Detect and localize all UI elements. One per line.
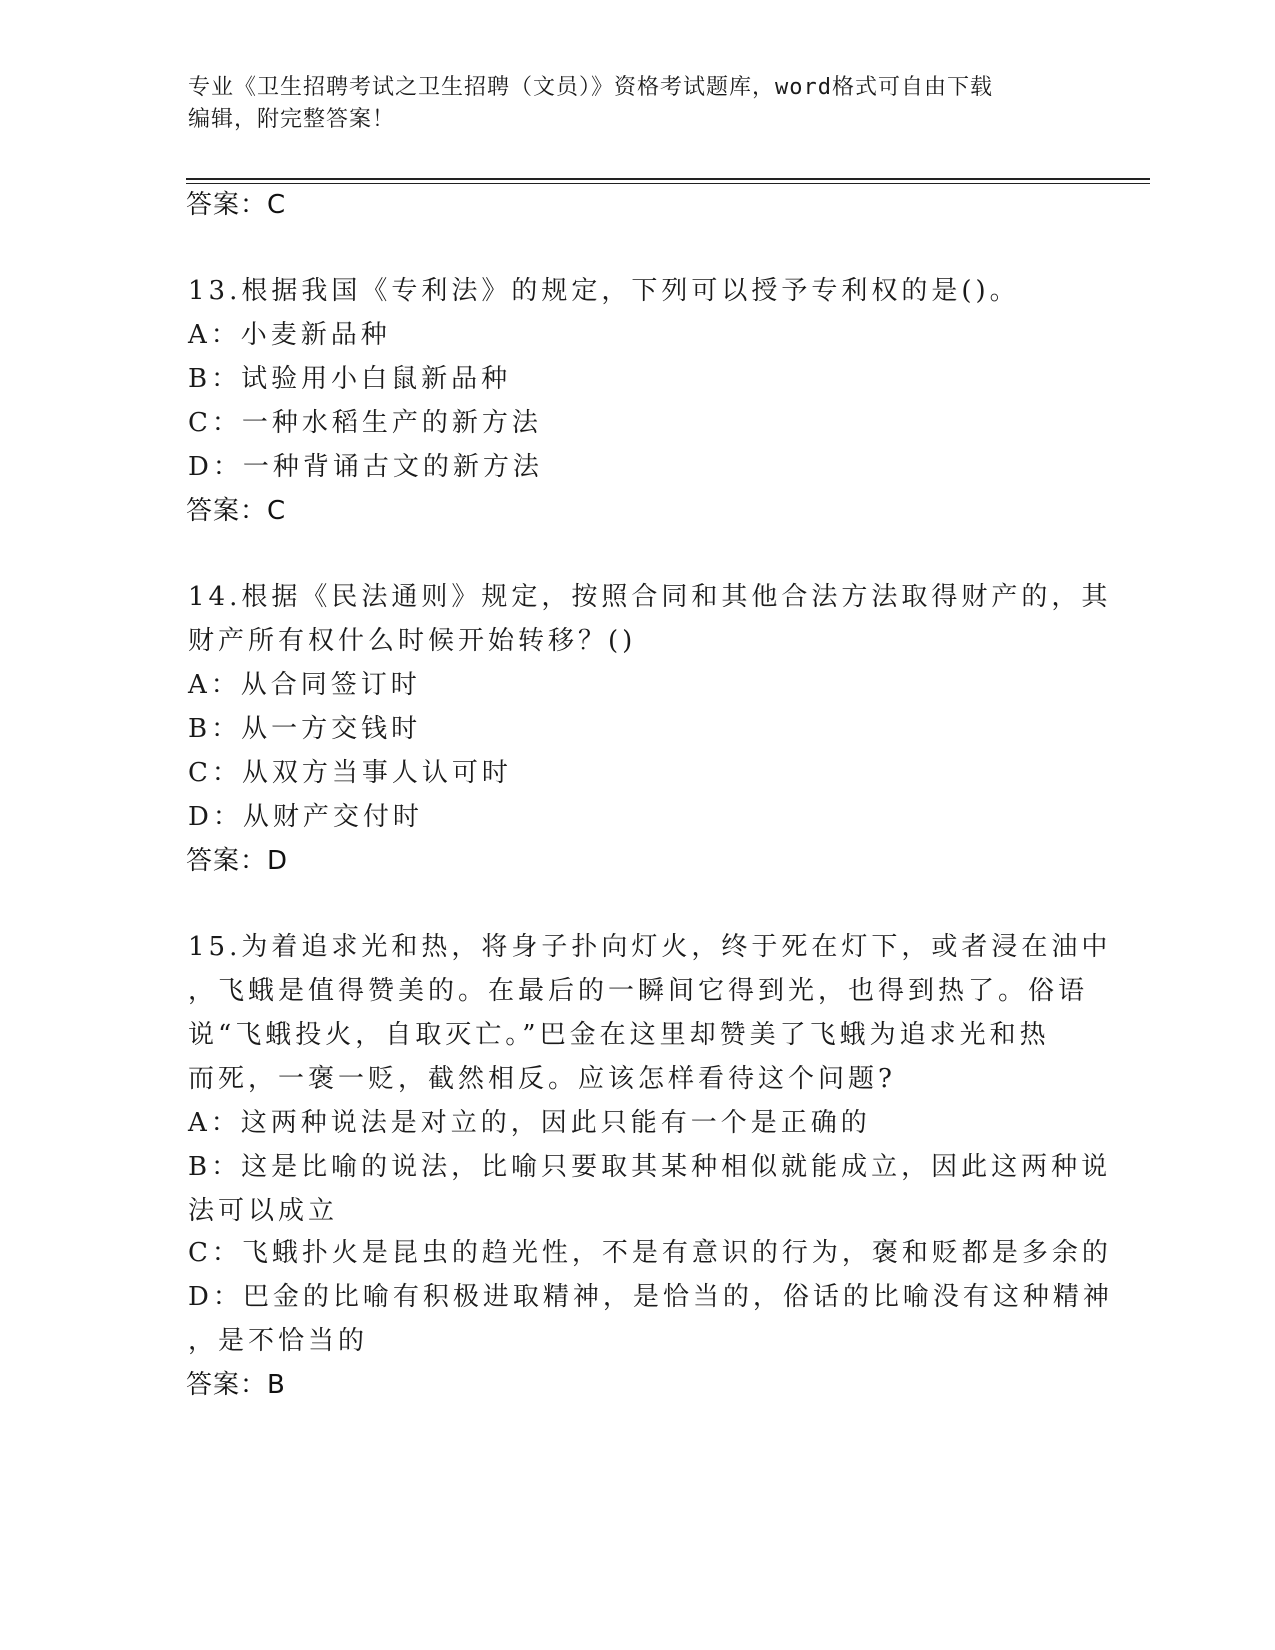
q13-option-a: A：小麦新品种 [188, 320, 391, 350]
q14-option-d: D：从财产交付时 [188, 802, 423, 832]
q14-option-b: B：从一方交钱时 [188, 714, 422, 744]
q13-option-d: D：一种背诵古文的新方法 [188, 452, 543, 482]
document-header [188, 72, 1068, 136]
q15-question-line-3: 说“飞蛾投火，自取灭亡。”巴金在这里却赞美了飞蛾为追求光和热 [188, 1020, 1050, 1050]
header-line-2: 编辑，附完整答案！ [188, 107, 396, 132]
q14-question-line-2: 财产所有权什么时候开始转移？() [188, 626, 637, 656]
q14-option-a: A：从合同签订时 [188, 670, 421, 700]
q15-option-b-line-1: B：这是比喻的说法，比喻只要取其某种相似就能成立，因此这两种说 [188, 1152, 1112, 1182]
q15-option-a: A：这两种说法是对立的，因此只能有一个是正确的 [188, 1108, 871, 1138]
q15-question-line-4: 而死，一褒一贬，截然相反。应该怎样看待这个问题? [188, 1064, 896, 1094]
answer-previous: 答案：C [186, 190, 287, 220]
q14-option-c: C：从双方当事人认可时 [188, 758, 512, 788]
q15-option-d-line-1: D：巴金的比喻有积极进取精神，是恰当的，俗话的比喻没有这种精神 [188, 1282, 1113, 1312]
q15-answer: 答案：B [186, 1370, 286, 1400]
header-line-1: 专业《卫生招聘考试之卫生招聘（文员）》资格考试题库，word格式可自由下载 [188, 75, 993, 100]
q15-option-c: C：飞蛾扑火是昆虫的趋光性，不是有意识的行为，褒和贬都是多余的 [188, 1238, 1112, 1268]
header-rule-thin [186, 183, 1150, 184]
q15-option-d-line-2: ，是不恰当的 [188, 1326, 369, 1356]
q15-option-b-line-2: 法可以成立 [188, 1196, 339, 1226]
header-rule-thick [186, 178, 1150, 180]
q14-question-line-1: 14.根据《民法通则》规定，按照合同和其他合法方法取得财产的，其 [188, 582, 1112, 612]
q13-option-b: B：试验用小白鼠新品种 [188, 364, 512, 394]
q15-question-line-2: ，飞蛾是值得赞美的。在最后的一瞬间它得到光，也得到热了。俗语 [188, 976, 1089, 1006]
q13-answer: 答案：C [186, 496, 287, 526]
q14-answer: 答案：D [186, 846, 289, 876]
q15-question-line-1: 15.为着追求光和热，将身子扑向灯火，终于死在灯下，或者浸在油中 [188, 932, 1112, 962]
q13-option-c: C：一种水稻生产的新方法 [188, 408, 542, 438]
q13-question: 13.根据我国《专利法》的规定，下列可以授予专利权的是()。 [188, 276, 1020, 306]
